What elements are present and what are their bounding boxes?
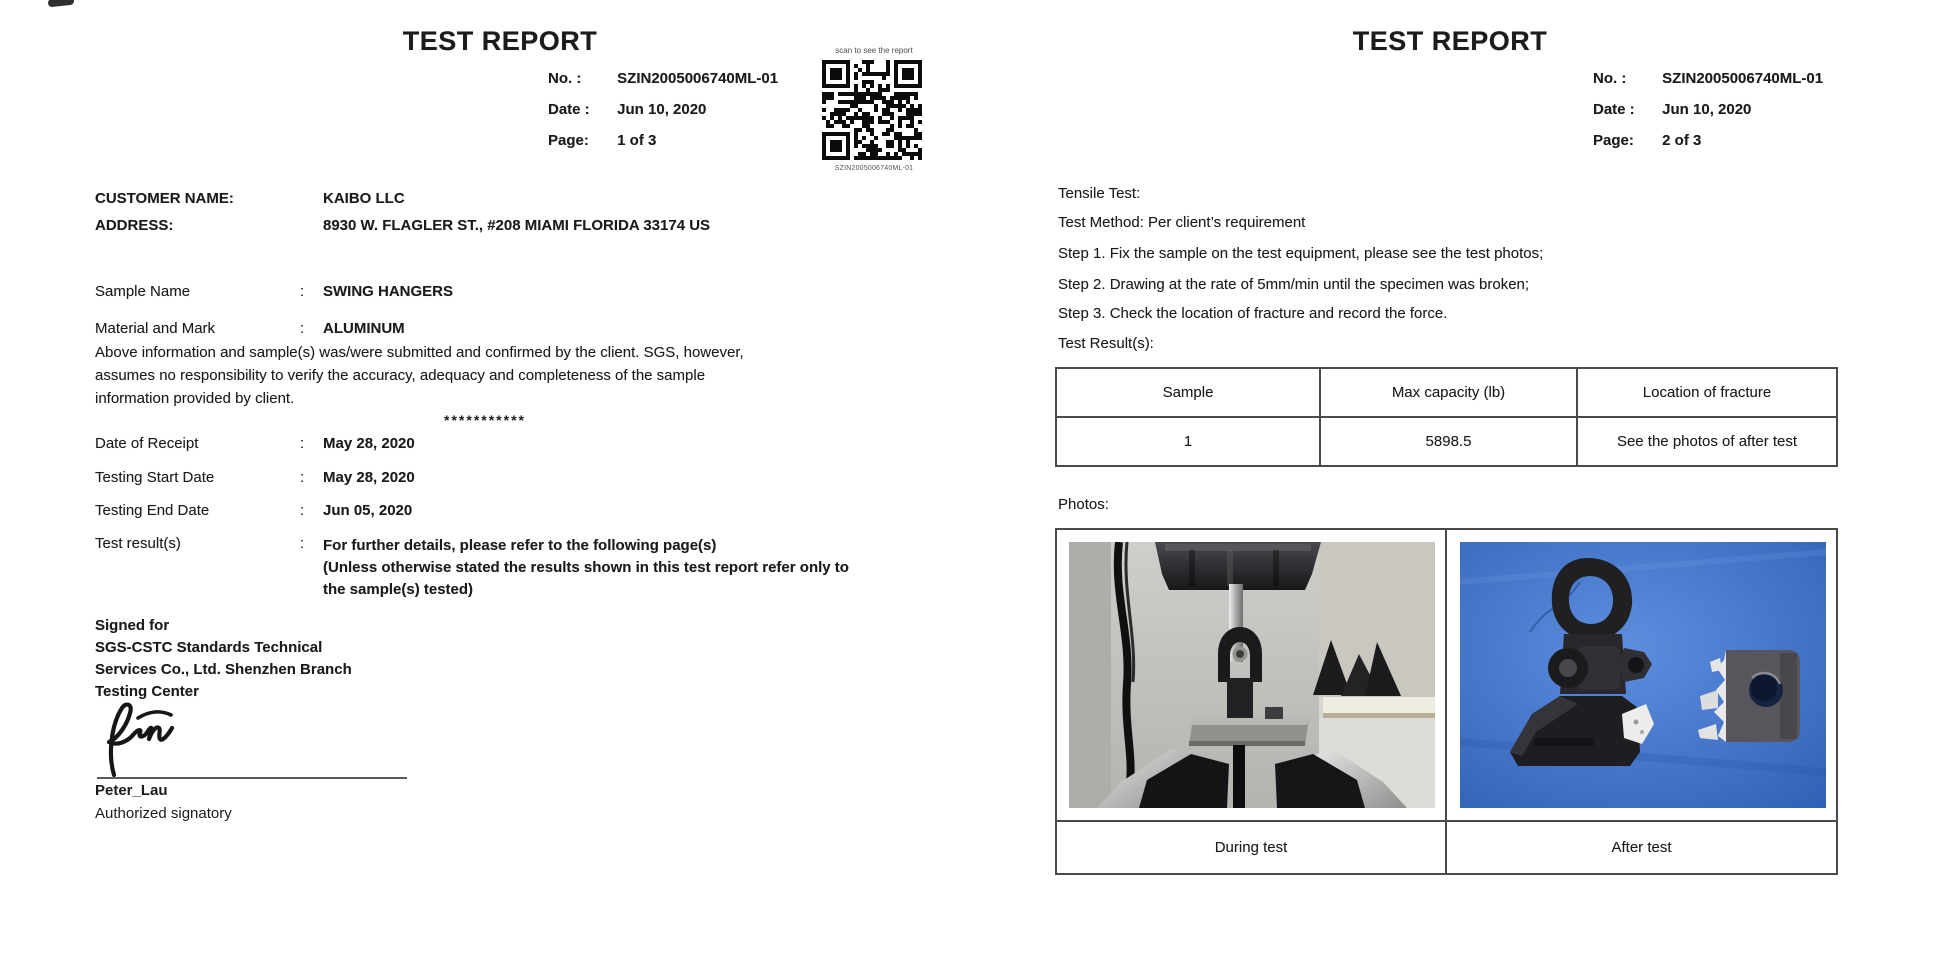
qr-code-block: [818, 46, 930, 172]
step-2-line: Step 2. Drawing at the rate of 5mm/min until the specimen was broken;: [1058, 276, 1530, 293]
customer-name-label: CUSTOMER NAME:: [95, 190, 234, 207]
test-result-line: For further details, please refer to the following page(s): [323, 537, 717, 554]
testing-start-value: May 28, 2020: [323, 469, 415, 486]
disclaimer-line: assumes no responsibility to verify the accuracy, adequacy and completeness of the sample: [95, 367, 706, 384]
report-no-value: SZIN2005006740ML-01: [617, 70, 779, 87]
results-table-header-row: [1057, 369, 1836, 418]
report-date-value: Jun 10, 2020: [1662, 101, 1752, 118]
test-method-line: Test Method: Per client’s requirement: [1058, 214, 1306, 231]
header-sample: Sample: [1162, 384, 1214, 401]
cell-max-capacity: 5898.5: [1319, 418, 1578, 465]
testing-start-label: Testing Start Date: [95, 469, 215, 486]
test-result-value: [323, 535, 849, 601]
report-pagenum-row: [1593, 132, 1701, 149]
during-test-photo: [1069, 542, 1435, 808]
disclaimer-line: information provided by client.: [95, 390, 295, 407]
colon: :: [300, 283, 305, 300]
sample-name-label: Sample Name: [95, 283, 191, 300]
step-1-line: Step 1. Fix the sample on the test equipment, please see the test photos;: [1058, 245, 1544, 262]
qr-caption-top: scan to see the report: [835, 46, 913, 55]
colon: :: [300, 469, 305, 486]
test-result-line: (Unless otherwise stated the results shown in this test report refer only to: [323, 559, 849, 576]
test-result-line: the sample(s) tested): [323, 581, 474, 598]
tensile-test-heading: Tensile Test:: [1058, 185, 1141, 202]
during-test-caption: During test: [1057, 822, 1447, 873]
results-table-data-row: [1057, 418, 1836, 465]
colon: :: [300, 535, 305, 552]
report-pagenum-value: 1 of 3: [617, 132, 657, 149]
colon: :: [300, 435, 305, 452]
material-label: Material and Mark: [95, 320, 216, 337]
address-value: 8930 W. FLAGLER ST., #208 MIAMI FLORIDA 33174 US: [323, 217, 711, 234]
report-pagenum-label: Page:: [1593, 132, 1634, 149]
test-results-heading: Test Result(s):: [1058, 335, 1154, 352]
test-result-label: Test result(s): [95, 535, 181, 552]
testing-end-label: Testing End Date: [95, 502, 210, 519]
after-test-photo-cell: [1447, 530, 1836, 820]
signature-line: [97, 777, 407, 779]
report-date-label: Date :: [1593, 101, 1635, 118]
report-pagenum-label: Page:: [548, 132, 589, 149]
report-date-row: [1593, 101, 1751, 118]
address-label: ADDRESS:: [95, 217, 174, 234]
company-line: SGS-CSTC Standards Technical: [95, 639, 323, 656]
report-no-row: [1593, 70, 1823, 87]
signatory-name: Peter_Lau: [95, 782, 168, 799]
signatory-role: Authorized signatory: [95, 805, 232, 822]
qr-caption-bottom: SZIN2005006740ML-01: [834, 165, 914, 172]
machine-photo-graphic: [1069, 542, 1435, 808]
disclaimer-text: [95, 341, 744, 410]
photo-captions-row: [1057, 820, 1836, 873]
report-date-label: Date :: [548, 101, 590, 118]
photos-label: Photos:: [1058, 496, 1109, 513]
broken-sample-graphic: [1460, 542, 1826, 808]
report-page-2: [1050, 0, 1850, 956]
page-title: TEST REPORT: [1352, 26, 1548, 56]
results-table: [1055, 367, 1838, 467]
photos-frame: [1055, 528, 1838, 875]
report-pagenum-row: [548, 132, 656, 149]
report-pagenum-value: 2 of 3: [1662, 132, 1702, 149]
report-page-1: [55, 0, 945, 956]
report-date-value: Jun 10, 2020: [617, 101, 707, 118]
date-of-receipt-value: May 28, 2020: [323, 435, 415, 452]
report-no-row: [548, 70, 778, 87]
date-of-receipt-label: Date of Receipt: [95, 435, 199, 452]
customer-name-value: KAIBO LLC: [323, 190, 405, 207]
report-no-value: SZIN2005006740ML-01: [1662, 70, 1824, 87]
separator-stars: ***********: [444, 412, 526, 428]
qr-code-image: [818, 56, 926, 164]
report-no-label: No. :: [548, 70, 582, 87]
cell-fracture: See the photos of after test: [1616, 433, 1798, 450]
report-no-label: No. :: [1593, 70, 1627, 87]
signed-for-line: Signed for: [95, 617, 170, 634]
page-title: TEST REPORT: [402, 26, 598, 56]
step-3-line: Step 3. Check the location of fracture and record the force.: [1058, 305, 1448, 322]
testing-end-value: Jun 05, 2020: [323, 502, 413, 519]
after-test-caption: After test: [1611, 839, 1672, 856]
branch-line: Services Co., Ltd. Shenzhen Branch: [95, 661, 352, 678]
disclaimer-line: Above information and sample(s) was/were submitted and confirmed by the client. SGS, however,: [95, 344, 744, 361]
during-test-photo-cell: [1057, 530, 1447, 820]
material-value: ALUMINUM: [323, 320, 405, 337]
report-date-row: [548, 101, 706, 118]
testing-center-line: Testing Center: [95, 683, 199, 700]
sample-name-value: SWING HANGERS: [323, 283, 454, 300]
signature-image: [93, 697, 243, 779]
cell-sample: 1: [1183, 433, 1193, 450]
header-max-capacity: Max capacity (lb): [1319, 369, 1578, 416]
signoff-block: [95, 615, 352, 703]
after-test-photo: [1460, 542, 1826, 808]
colon: :: [300, 502, 305, 519]
colon: :: [300, 320, 305, 337]
header-fracture: Location of fracture: [1642, 384, 1772, 401]
